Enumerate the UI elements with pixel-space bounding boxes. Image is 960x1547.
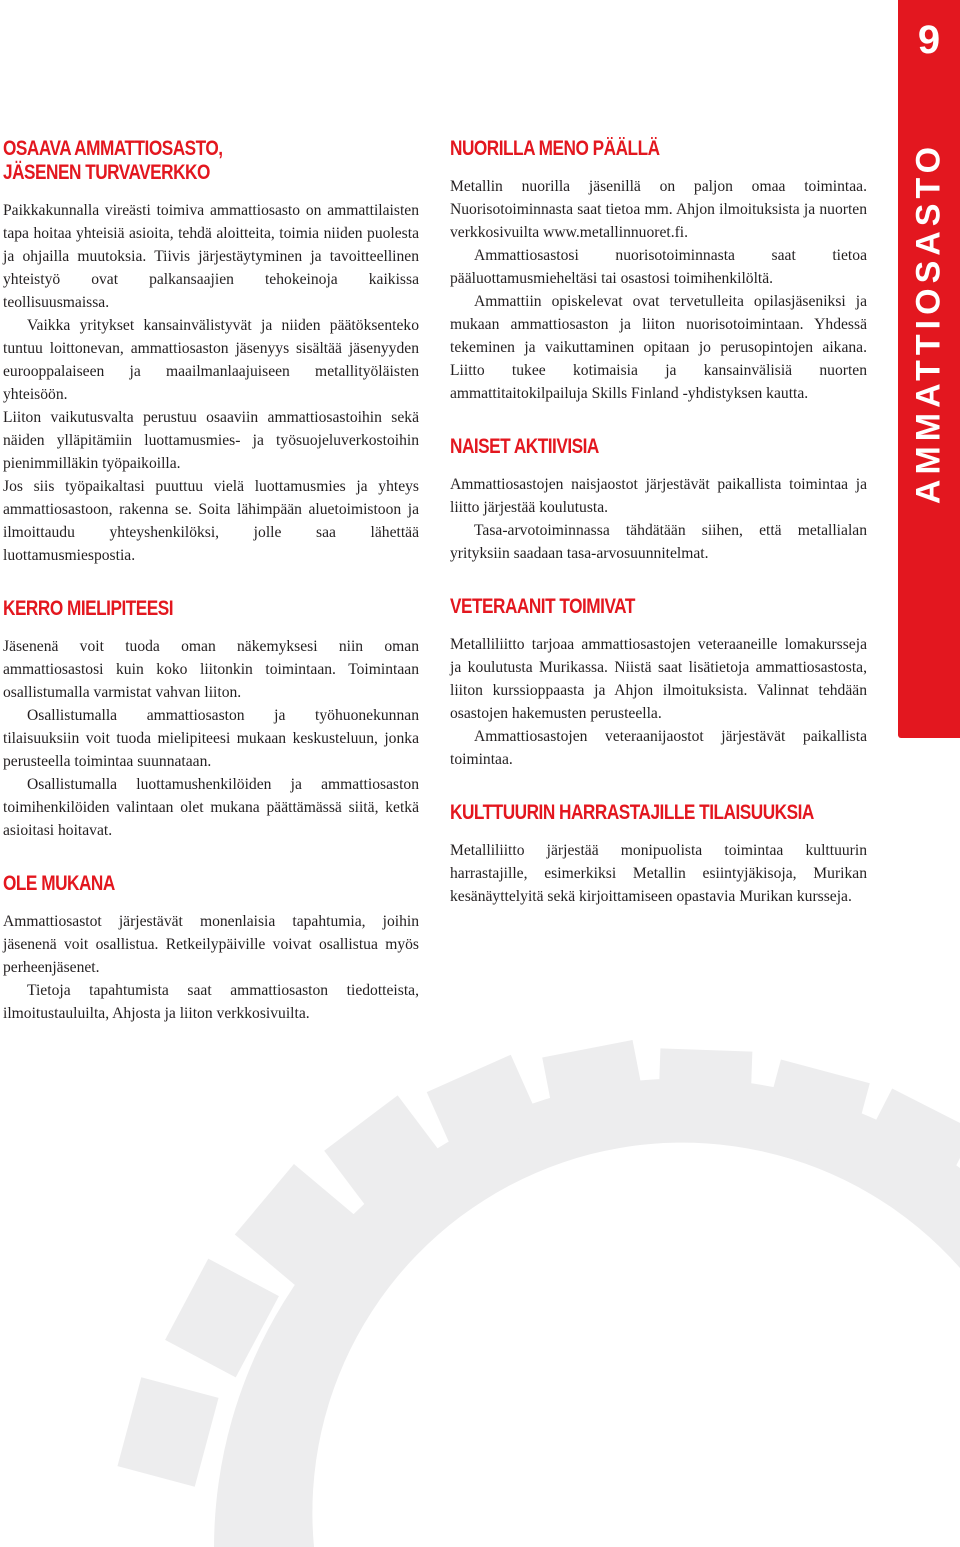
section-heading-kulttuurin-harrastajille: KULTTUURIN HARRASTAJILLE TILAISUUKSIA	[450, 801, 814, 824]
side-section-label: AMMATTIOSASTO	[909, 141, 948, 505]
paragraph: Metalliliitto järjestää monipuolista toimintaa kulttuurin harrastajille, esimerkiksi Metallin esiintyjäkisoja, Murikan kesänäyttelyitä sekä kirjoittamiseen opastavia Murikan kursseja.	[450, 842, 867, 905]
paragraph: Tasa-arvotoiminnassa tähdätään siihen, että metallialan yrityksiin saadaan tasa-arvosuunnitelmat.	[450, 522, 867, 562]
paragraph: Ammattiosastojen veteraanijaostot järjestävät paikallista toimintaa.	[450, 728, 867, 768]
section-heading-naiset-aktiivisia: NAISET AKTIIVISIA	[450, 435, 599, 458]
section-heading-veteraanit-toimivat: VETERAANIT TOIMIVAT	[450, 595, 635, 618]
paragraph: Liiton vaikutusvalta perustuu osaaviin ammattiosastoihin sekä näiden ylläpitämiin luottamusmies- ja työsuojeluverkostoihin pienimmilläkin työpaikoilla.	[3, 409, 419, 472]
paragraph: Osallistumalla ammattiosaston ja työhuonekunnan tilaisuuksiin voit tuoda mielipiteesi mukaan keskusteluun, jonka perusteella toimintaa suunnataan.	[3, 707, 419, 770]
heading-line: JÄSENEN TURVAVERKKO	[3, 161, 210, 184]
paragraph: Ammattiin opiskelevat ovat tervetulleita opilasjäseniksi ja mukaan ammattiosaston ja liiton nuorisotoimintaan. Yhdessä tekeminen ja vaikuttaminen opitaan jo perusopintojen aikana. Liitto tukee kotimaisia ja kansainvälisiä nuorten ammattitaitokilpailuja Skills Finland -yhdistyksen kautta.	[450, 293, 867, 402]
paragraph: Jäsenenä voit tuoda oman näkemyksesi niin oman ammattiosastosi kuin koko liitonkin toimintaan. Toimintaan osallistumalla varmistat vahvan liiton.	[3, 638, 419, 701]
section-heading-ole-mukana: OLE MUKANA	[3, 872, 115, 895]
left-column	[3, 137, 419, 1025]
page-number: 9	[917, 18, 941, 62]
paragraph: Paikkakunnalla vireästi toimiva ammattiosasto on ammattilaisten tapa hoitaa yhteisiä asioita, tehdä aloitteita, toimia niiden puolesta ja ohjailla muutoksia. Tiivis järjestäytyminen ja tavoitteellinen yhteistyö ovat palkansaajien tehokeinoja kaikissa teollisuusmaissa.	[3, 202, 419, 311]
section-heading-kerro-mielipiteesi: KERRO MIELIPITEESI	[3, 597, 174, 620]
paragraph: Vaikka yritykset kansainvälistyvät ja niiden päätöksenteko tuntuu loittonevan, ammattiosaston jäsenyys sisältää jäsenyyden eurooppalaiseen ja maailmanlaajuiseen metallityöläisten yhteisöön.	[3, 317, 419, 403]
right-column	[450, 137, 867, 908]
paragraph: Metallin nuorilla jäsenillä on paljon omaa toimintaa. Nuorisotoiminnasta saat tietoa mm. Ahjon ilmoituksista ja nuorten verkkosivuilta www.metallinnuoret.fi.	[450, 178, 867, 241]
paragraph: Ammattiosastojen naisjaostot järjestävät paikallista toimintaa ja liitto järjestää koulutusta.	[450, 476, 867, 516]
section-heading-nuorilla-meno-paalla: NUORILLA MENO PÄÄLLÄ	[450, 137, 660, 160]
paragraph: Osallistumalla luottamushenkilöiden ja ammattiosaston toimihenkilöiden valintaan olet mukana päättämässä siitä, ketkä asioitasi hoitavat.	[3, 776, 419, 839]
paragraph: Metalliliitto tarjoaa ammattiosastojen veteraaneille lomakursseja ja koulutusta Murikassa. Niistä saat lisätietoja ammattiosastosta, liiton kurssioppaasta ja Ahjon ilmoituksista. Valinnat tehdään osastojen hakemusten perusteella.	[450, 636, 867, 722]
paragraph: Ammattiosastot järjestävät monenlaisia tapahtumia, joihin jäsenenä voit osallistua. Retkeilypäiville voivat osallistua myös perheenjäsenet.	[3, 913, 419, 976]
section-heading-osaava-ammattiosasto	[3, 137, 344, 185]
paragraph: Ammattiosastosi nuorisotoiminnasta saat tietoa pääluottamusmieheltäsi tai osastosi toimihenkilöltä.	[450, 247, 867, 287]
paragraph: Jos siis työpaikaltasi puuttuu vielä luottamusmies ja yhteys ammattiosastoon, rakenna se. Soita lähimpään aluetoimistoon ja ilmoittaudu yhteyshenkilöksi, jolle saa lähettää luottamusmiespostia.	[3, 478, 419, 564]
paragraph: Tietoja tapahtumista saat ammattiosaston tiedotteista, ilmoitustauluilta, Ahjosta ja liiton verkkosivuilta.	[3, 982, 419, 1022]
heading-line: OSAAVA AMMATTIOSASTO,	[3, 137, 223, 160]
